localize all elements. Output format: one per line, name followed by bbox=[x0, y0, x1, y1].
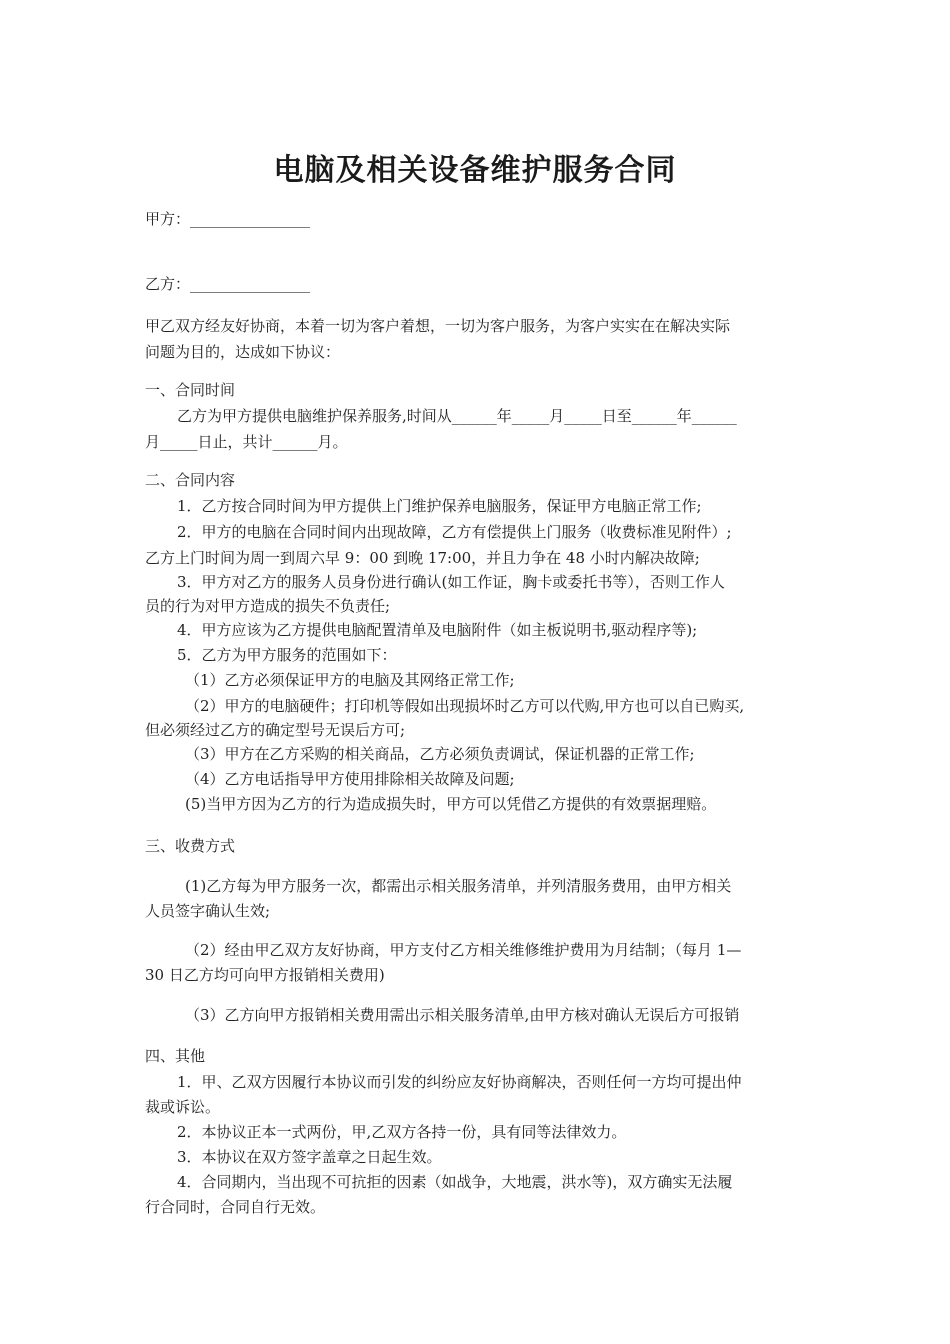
section-2-line: 但必须经过乙方的确定型号无误后方可; bbox=[145, 721, 406, 739]
section-3-line: （2）经由甲乙双方友好协商，甲方支付乙方相关维修维护费用为月结制；（每月 1— bbox=[185, 941, 742, 959]
section-3-line: (1)乙方每为甲方服务一次，都需出示相关服务清单，并列清服务费用，由甲方相关 bbox=[185, 877, 732, 895]
section-3-heading: 三、收费方式 bbox=[145, 837, 236, 855]
section-1-line: 月_____日止，共计______月。 bbox=[145, 433, 348, 451]
section-1-heading: 一、合同时间 bbox=[145, 381, 236, 399]
section-2-line: （4）乙方电话指导甲方使用排除相关故障及问题; bbox=[185, 770, 515, 788]
section-2-line: 1．乙方按合同时间为甲方提供上门维护保养电脑服务，保证甲方电脑正常工作; bbox=[177, 497, 702, 515]
section-3-line: 30 日乙方均可向甲方报销相关费用) bbox=[145, 966, 385, 984]
section-4-line: 4．合同期内，当出现不可抗拒的因素（如战争，大地震，洪水等)，双方确实无法履 bbox=[177, 1173, 733, 1191]
section-2-heading: 二、合同内容 bbox=[145, 471, 236, 489]
intro-line-1: 甲乙双方经友好协商，本着一切为客户着想，一切为客户服务，为客户实实在在解决实际 bbox=[145, 317, 731, 335]
section-2-line: 3．甲方对乙方的服务人员身份进行确认(如工作证，胸卡或委托书等），否则工作人 bbox=[177, 573, 725, 591]
section-3-line: （3）乙方向甲方报销相关费用需出示相关服务清单,由甲方核对确认无误后方可报销 bbox=[185, 1006, 740, 1024]
intro-line-2: 问题为目的，达成如下协议： bbox=[145, 343, 341, 361]
section-4-line: 2．本协议正本一式两份，甲,乙双方各持一份，具有同等法律效力。 bbox=[177, 1123, 627, 1141]
section-2-line: 员的行为对甲方造成的损失不负责任; bbox=[145, 597, 391, 615]
section-4-line: 裁或诉讼。 bbox=[145, 1098, 221, 1116]
section-2-line: 2．甲方的电脑在合同时间内出现故障，乙方有偿提供上门服务（收费标准见附件）; bbox=[177, 523, 732, 541]
party-b-line: 乙方：________________ bbox=[145, 275, 311, 293]
section-2-line: 4．甲方应该为乙方提供电脑配置清单及电脑附件（如主板说明书,驱动程序等); bbox=[177, 621, 698, 639]
section-2-line: （3）甲方在乙方采购的相关商品，乙方必须负责调试，保证机器的正常工作; bbox=[185, 745, 695, 763]
section-2-line: （1）乙方必须保证甲方的电脑及其网络正常工作; bbox=[185, 671, 515, 689]
document-title: 电脑及相关设备维护服务合同 bbox=[273, 153, 677, 188]
section-1-line: 乙方为甲方提供电脑维护保养服务,时间从______年_____月_____日至______年______ bbox=[177, 407, 737, 425]
section-4-line: 3．本协议在双方签字盖章之日起生效。 bbox=[177, 1148, 442, 1166]
section-4-line: 1．甲、乙双方因履行本协议而引发的纠纷应友好协商解决，否则任何一方均可提出仲 bbox=[177, 1073, 742, 1091]
section-3-line: 人员签字确认生效; bbox=[145, 902, 271, 920]
section-2-line: （2）甲方的电脑硬件；打印机等假如出现损坏时乙方可以代购,甲方也可以自已购买, bbox=[185, 697, 745, 715]
section-2-line: 乙方上门时间为周一到周六早 9：00 到晚 17:00，并且力争在 48 小时内解决故障; bbox=[145, 549, 700, 567]
section-4-heading: 四、其他 bbox=[145, 1047, 206, 1065]
section-2-line: 5．乙方为甲方服务的范围如下： bbox=[177, 646, 397, 664]
section-4-line: 行合同时，合同自行无效。 bbox=[145, 1198, 326, 1216]
section-2-line: (5)当甲方因为乙方的行为造成损失时，甲方可以凭借乙方提供的有效票据理赔。 bbox=[185, 795, 717, 813]
party-a-line: 甲方：________________ bbox=[145, 210, 311, 228]
